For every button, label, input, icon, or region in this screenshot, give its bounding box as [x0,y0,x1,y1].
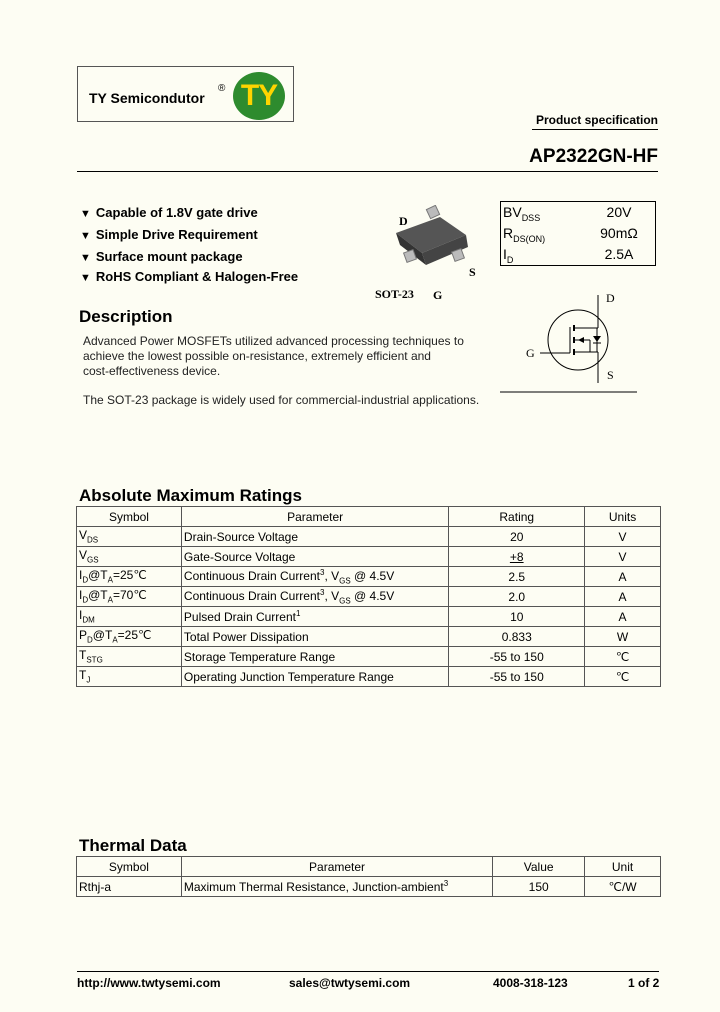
footer-phone: 4008-318-123 [493,976,568,990]
ty-logo: TY [233,72,285,120]
pin-label-s: S [469,265,476,279]
company-name: TY Semicondutor [89,90,205,106]
table-row: $I_{DM}$ Pulsed Drain Current$^1$ 10 A [77,607,661,627]
triangle-bullet-icon: ▼ [80,252,91,264]
table-row: $V_{DS}$ Drain-Source Voltage 20 V [77,527,661,547]
footer-page: 1 of 2 [628,976,660,990]
pin-label-d: D [399,214,408,228]
description-title: Description [79,307,173,326]
table-header-row: Symbol Parameter Value Unit [77,857,661,877]
param-row-rdson: $R_{DS(ON)}$ 90mΩ [503,225,638,244]
table-row: $I_D@T_A=25℃$ Continuous Drain Current$^3$, $V_{GS}$ @ 4.5V 2.5 A [77,567,661,587]
feature-item: ▼ Capable of 1.8V gate drive [80,205,258,220]
table-row: $P_D@T_A=25℃$ Total Power Dissipation 0.833 W [77,627,661,647]
triangle-bullet-icon: ▼ [80,208,91,220]
feature-item: ▼ Surface mount package [80,249,243,264]
pin-label-g: G [433,288,443,302]
thermal-title: Thermal Data [79,836,187,855]
part-number: AP2322GN-HF [529,146,658,167]
feature-item: ▼ Simple Drive Requirement [80,227,258,242]
schematic-d: D [606,291,615,305]
spec-label: Product specification [535,113,658,127]
table-row: Rthj-a Maximum Thermal Resistance, Junction-ambient$^3$ 150 ℃/W [77,877,661,897]
abs-max-title: Absolute Maximum Ratings [79,486,302,505]
registered-mark: ® [218,83,226,94]
schematic-g: G [526,346,535,360]
table-row: $T_{STG}$ Storage Temperature Range -55 to 150 ℃ [77,647,661,667]
footer-email[interactable]: sales@twtysemi.com [289,976,411,990]
description-para1: Advanced Power MOSFETs utilized advanced processing techniques to achieve the lowest possible on-resistance, extremely efficient and cost-effectiveness device. [83,334,464,378]
param-row-id: $I_D$ 2.5A [503,246,634,265]
abs-max-table [76,506,661,687]
table-row: $I_D@T_A=70℃$ Continuous Drain Current$^3$, $V_{GS}$ @ 4.5V 2.0 A [77,587,661,607]
table-row: $T_J$ Operating Junction Temperature Range -55 to 150 ℃ [77,667,661,687]
thermal-table [76,856,661,897]
param-row-bvdss: $BV_{DSS}$ 20V [503,204,632,223]
footer-rule [77,971,659,972]
param-summary-box [500,201,656,266]
sot23-package-icon [370,205,490,300]
triangle-bullet-icon: ▼ [80,230,91,242]
package-name: SOT-23 [375,287,414,301]
feature-item: ▼ RoHS Compliant & Halogen-Free [80,269,299,284]
footer-website[interactable]: http://www.twtysemi.com [77,976,221,990]
table-row: $V_{GS}$ Gate-Source Voltage +8 V [77,547,661,567]
triangle-bullet-icon: ▼ [80,272,91,284]
mosfet-symbol-icon [500,285,660,395]
table-header-row: Symbol Parameter Rating Units [77,507,661,527]
description-para2: The SOT-23 package is widely used for commercial-industrial applications. [83,393,480,407]
spec-underline [532,129,658,130]
header-rule [77,171,658,172]
schematic-s: S [607,368,614,382]
